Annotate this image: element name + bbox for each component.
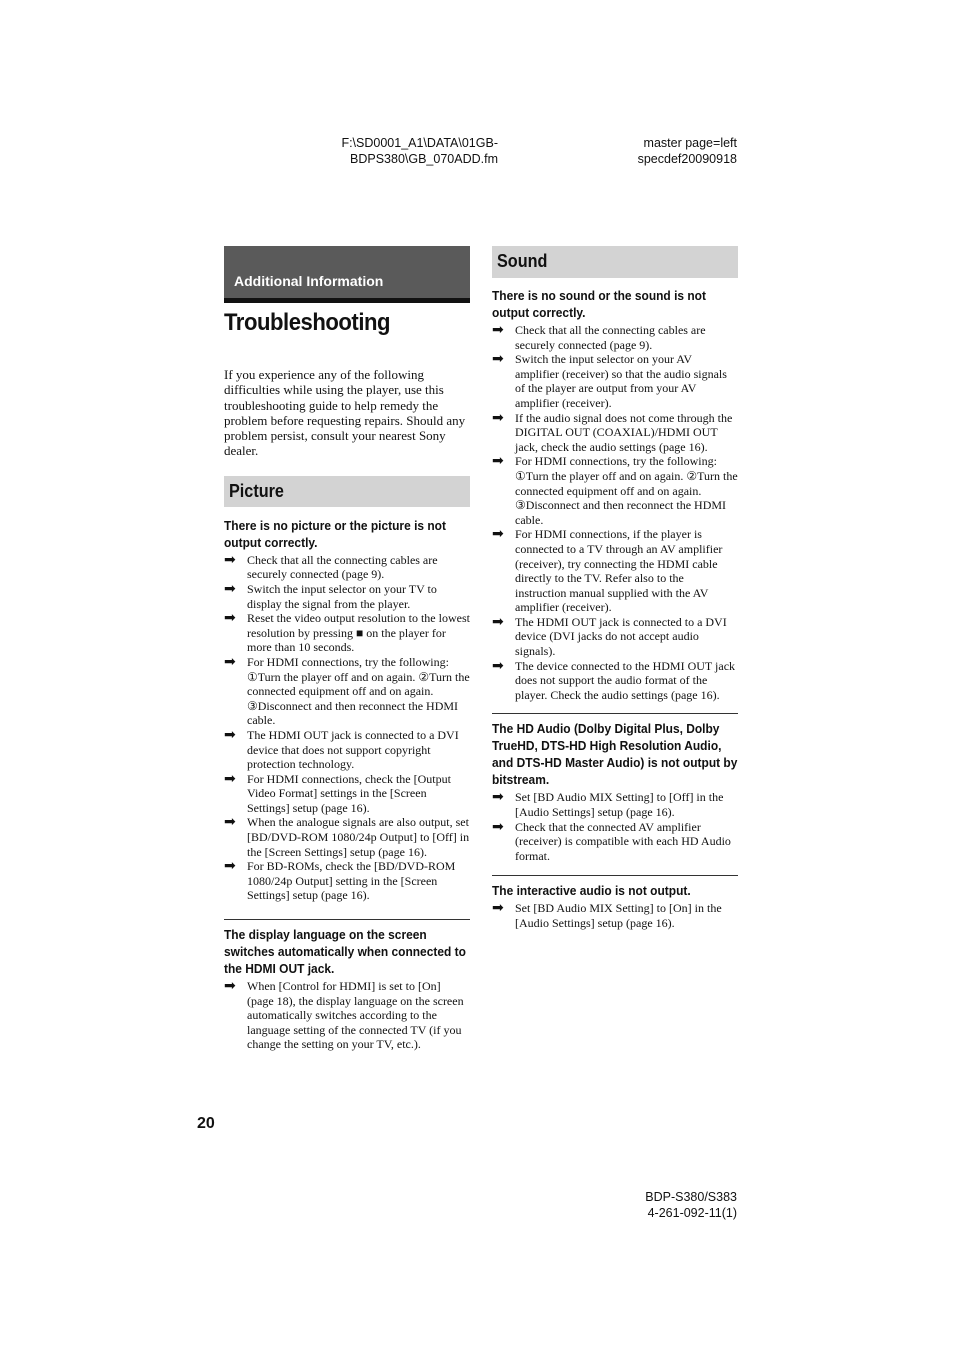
- section-label: Additional Information: [234, 273, 384, 289]
- arrow-icon: ➡: [492, 657, 504, 674]
- arrow-icon: ➡: [224, 551, 236, 568]
- remedy-item: ➡ The HDMI OUT jack is connected to a DVI device that does not support copyright protection technology.: [224, 726, 459, 772]
- arrow-icon: ➡: [224, 610, 236, 627]
- remedy-item: ➡ Switch the input selector on your AV amplifier (receiver) so that the audio signals of the player are output from your AV amplifier (receiver).: [492, 351, 727, 410]
- remedy-list: [492, 790, 738, 863]
- remedy-item: ➡ If the audio signal does not come through the DIGITAL OUT (COAXIAL)/HDMI OUT jack, check the audio settings (page 16).: [492, 409, 733, 454]
- arrow-icon: ➡: [224, 858, 236, 875]
- arrow-icon: ➡: [224, 814, 236, 831]
- master-page-line-1: master page=left: [643, 136, 737, 150]
- left-column: [224, 246, 470, 1052]
- page-title: Troubleshooting: [224, 309, 391, 336]
- arrow-icon: ➡: [492, 409, 504, 426]
- arrow-icon: ➡: [492, 526, 504, 543]
- issue-no-sound: [492, 287, 738, 702]
- file-path-line-1: F:\SD0001_A1\DATA\01GB-: [341, 136, 498, 150]
- issue-interactive-audio: [492, 875, 738, 930]
- right-column: [492, 246, 738, 931]
- issue-title: There is no picture or the picture is not output correctly.: [224, 517, 446, 550]
- remedy-item: ➡ Check that all the connecting cables are securely connected (page 9).: [492, 322, 706, 352]
- remedy-item: ➡ The HDMI OUT jack is connected to a DVI device (DVI jacks do not accept audio signals).: [492, 613, 727, 659]
- remedy-list: [224, 979, 470, 1052]
- issue-hd-audio: [492, 713, 738, 863]
- remedy-item: ➡ The device connected to the HDMI OUT jack does not support the audio format of the player. Check the audio settings (page 16).: [492, 657, 736, 702]
- arrow-icon: ➡: [492, 613, 504, 630]
- file-path-line-2: BDPS380\GB_070ADD.fm: [350, 152, 498, 166]
- remedy-list: [224, 553, 470, 903]
- remedy-item: ➡ Set [BD Audio MIX Setting] to [Off] in the [Audio Settings] setup (page 16).: [492, 789, 724, 820]
- remedy-list: [492, 323, 738, 702]
- arrow-icon: ➡: [224, 580, 236, 597]
- remedy-item: ➡ For HDMI connections, check the [Output Video Format] settings in the [Screen Settings] setup (page 16).: [224, 770, 451, 815]
- remedy-item: ➡ When [Control for HDMI] is set to [On] (page 18), the display language on the screen automatically switches according to the language setting of the connected TV (if you change the setting on your TV, etc.).: [224, 978, 464, 1052]
- arrow-icon: ➡: [224, 978, 236, 995]
- remedy-item: ➡ Check that all the connecting cables are securely connected (page 9).: [224, 551, 438, 582]
- issue-title: There is no sound or the sound is not output correctly.: [492, 288, 706, 320]
- remedy-item: ➡ Reset the video output resolution to the lowest resolution by pressing ■ on the player for more than 10 seconds.: [224, 610, 470, 655]
- remedy-item: ➡ When the analogue signals are also output, set [BD/DVD-ROM 1080/24p Output] to [Off] in the [Screen Settings] setup (page 16).: [224, 814, 470, 859]
- issue-no-picture: [224, 517, 470, 903]
- picture-banner: [224, 476, 470, 507]
- master-page-info: [590, 135, 737, 167]
- remedy-item: ➡ Switch the input selector on your TV to display the signal from the player.: [224, 580, 437, 611]
- arrow-icon: ➡: [492, 351, 504, 368]
- footer: [590, 1189, 737, 1221]
- arrow-icon: ➡: [492, 322, 504, 338]
- remedy-item: ➡ For HDMI connections, try the following: ①Turn the player off and on again. ②Turn the connected equipment off and on again. ③Disconnect and then reconnect the HDMI cable.: [492, 453, 738, 527]
- arrow-icon: ➡: [224, 726, 236, 743]
- issue-title: The HD Audio (Dolby Digital Plus, Dolby TrueHD, DTS-HD High Resolution Audio, and DTS-HD Master Audio) is not output by bitstream.: [492, 721, 738, 788]
- picture-heading: Picture: [229, 480, 284, 501]
- document-code: 4-261-092-11(1): [647, 1206, 737, 1220]
- page-number: 20: [197, 1115, 215, 1132]
- arrow-icon: ➡: [492, 818, 504, 835]
- remedy-item: ➡ For HDMI connections, try the following: ①Turn the player off and on again. ②Turn the connected equipment off and on again. ③Disconnect and then reconnect the HDMI cable.: [224, 653, 470, 728]
- remedy-item: ➡ Check that the connected AV amplifier (receiver) is compatible with each HD Audio format.: [492, 818, 731, 863]
- arrow-icon: ➡: [492, 900, 504, 917]
- section-rule: [224, 298, 470, 303]
- model-number: BDP-S380/S383: [645, 1190, 737, 1204]
- arrow-icon: ➡: [224, 653, 236, 670]
- sound-heading: Sound: [497, 251, 548, 271]
- remedy-item: ➡ For BD-ROMs, check the [BD/DVD-ROM 1080/24p Output] setting in the [Screen Settings] setup (page 16).: [224, 858, 456, 903]
- master-page-line-2: specdef20090918: [637, 152, 737, 166]
- arrow-icon: ➡: [492, 789, 504, 806]
- file-path: [320, 135, 498, 167]
- sound-banner: [492, 246, 738, 278]
- remedy-list: [492, 901, 738, 930]
- section-banner: [224, 246, 470, 298]
- arrow-icon: ➡: [224, 770, 236, 787]
- remedy-item: ➡ For HDMI connections, if the player is connected to a TV through an AV amplifier (receiver), try connecting the HDMI cable directly to the TV. Refer also to the instruction manual supplied with the AV amplifier (receiver).: [492, 526, 723, 615]
- issue-title: The interactive audio is not output.: [492, 883, 691, 899]
- intro-paragraph: If you experience any of the following difficulties while using the player, use this troubleshooting guide to help remedy the problem before requesting repairs. Should any problem persist, consult your nearest Sony dealer.: [224, 367, 466, 459]
- issue-display-language: [224, 919, 470, 1052]
- issue-title: The display language on the screen switches automatically when connected to the HDMI OUT jack.: [224, 927, 466, 977]
- arrow-icon: ➡: [492, 453, 504, 470]
- remedy-item: ➡ Set [BD Audio MIX Setting] to [On] in the [Audio Settings] setup (page 16).: [492, 900, 722, 930]
